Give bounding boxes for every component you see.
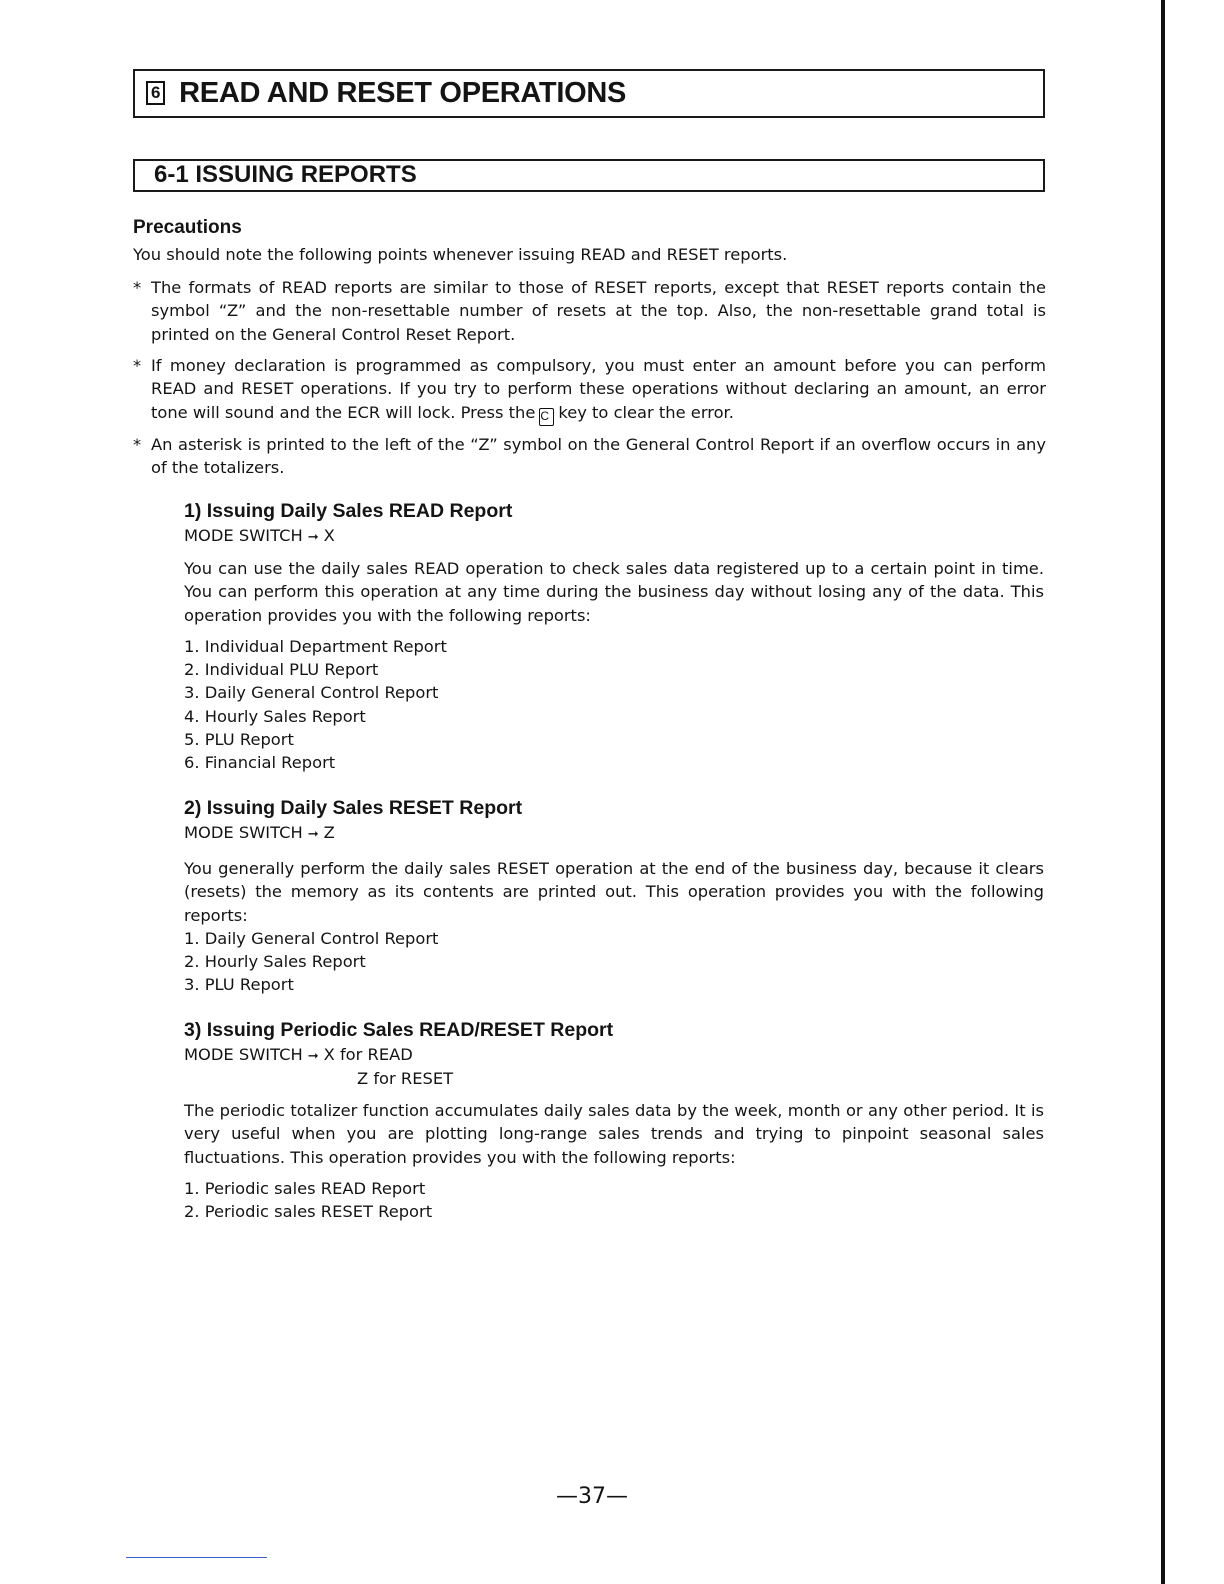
- bullet-star: *: [133, 356, 142, 375]
- item-1-mode: [184, 524, 335, 549]
- list-item: 1. Individual Department Report: [184, 637, 447, 656]
- item-2-heading: 2) Issuing Daily Sales RESET Report: [184, 797, 523, 819]
- bullet-text-before: If money declaration is programmed as compulsory, you must enter an amount before you can perform READ and RESET operations. If you try to perform these operations without declaring an amount, an error tone will sound and the ECR will lock. Press the: [151, 356, 1046, 422]
- precautions-heading: Precautions: [133, 217, 242, 238]
- item-3-mode: [184, 1043, 413, 1068]
- bullet-star: *: [133, 435, 142, 454]
- item-3-report-list: [184, 1177, 432, 1223]
- mode-switch-label: MODE SWITCH: [184, 823, 303, 842]
- item-3-mode-value-2: Z for RESET: [357, 1069, 454, 1088]
- precautions-intro: You should note the following points whenever issuing READ and RESET reports.: [133, 245, 788, 264]
- list-item: 2. Periodic sales RESET Report: [184, 1202, 433, 1222]
- precaution-bullet-1: [133, 276, 1046, 346]
- subsection-title: 6-1 ISSUING REPORTS: [154, 161, 417, 188]
- item-2-report-list: [184, 927, 438, 997]
- item-2-mode: [184, 821, 335, 846]
- mode-value: X: [323, 526, 335, 545]
- mode-value: Z: [323, 823, 335, 842]
- list-item: 6. Financial Report: [184, 753, 336, 773]
- arrow-icon: ➞: [307, 827, 319, 842]
- bullet-text: The formats of READ reports are similar to those of RESET reports, except that RESET reports contain the symbol “Z” and the non-resettable number of resets at the top. Also, the non-resettable grand total is printed on the General Control Reset Report.: [151, 278, 1046, 344]
- section-title-text: READ AND RESET OPERATIONS: [179, 77, 627, 109]
- footer-rule: [126, 1557, 267, 1558]
- list-item: 3. Daily General Control Report: [184, 683, 439, 703]
- item-1-heading: 1) Issuing Daily Sales READ Report: [184, 500, 513, 522]
- item-3-heading: 3) Issuing Periodic Sales READ/RESET Report: [184, 1019, 614, 1041]
- list-item: 1. Daily General Control Report: [184, 929, 439, 948]
- mode-switch-label: MODE SWITCH: [184, 526, 303, 545]
- mode-value: X for READ: [323, 1045, 413, 1064]
- arrow-icon: ➞: [307, 530, 319, 545]
- list-item: 2. Individual PLU Report: [184, 660, 379, 680]
- item-2-body: You generally perform the daily sales RESET operation at the end of the business day, because it clears (resets) the memory as its contents are printed out. This operation provides you with the following reports:: [184, 859, 1044, 925]
- list-item: 1. Periodic sales READ Report: [184, 1179, 426, 1198]
- item-1-report-list: [184, 635, 447, 774]
- bullet-text: An asterisk is printed to the left of the “Z” symbol on the General Control Report if an overflow occurs in any of the totalizers.: [151, 435, 1046, 478]
- list-item: 3. PLU Report: [184, 975, 294, 995]
- section-number-badge: 6: [146, 81, 165, 105]
- list-item: 2. Hourly Sales Report: [184, 952, 366, 972]
- list-item: 4. Hourly Sales Report: [184, 706, 366, 726]
- item-3-body: The periodic totalizer function accumulates daily sales data by the week, month or any other period. It is very useful when you are plotting long-range sales trends and trying to pinpoint seasonal sales fluctuations. This operation provides you with the following reports:: [184, 1101, 1044, 1167]
- precaution-bullet-2: [133, 354, 1046, 426]
- mode-switch-label: MODE SWITCH: [184, 1045, 303, 1064]
- page-edge-bar: [1161, 0, 1165, 1584]
- section-title: [146, 77, 626, 110]
- precaution-bullet-3: [133, 433, 1046, 480]
- page-number: —37—: [556, 1484, 628, 1509]
- bullet-star: *: [133, 278, 142, 297]
- item-1-body: You can use the daily sales READ operation to check sales data registered up to a certain point in time. You can perform this operation at any time during the business day without losing any of the data. This operation provides you with the following reports:: [184, 559, 1044, 625]
- bullet-text: [151, 354, 1046, 426]
- list-item: 5. PLU Report: [184, 729, 294, 749]
- bullet-text-after: key to clear the error.: [558, 402, 734, 422]
- arrow-icon: ➞: [307, 1049, 319, 1064]
- clear-key-icon: C: [539, 408, 554, 426]
